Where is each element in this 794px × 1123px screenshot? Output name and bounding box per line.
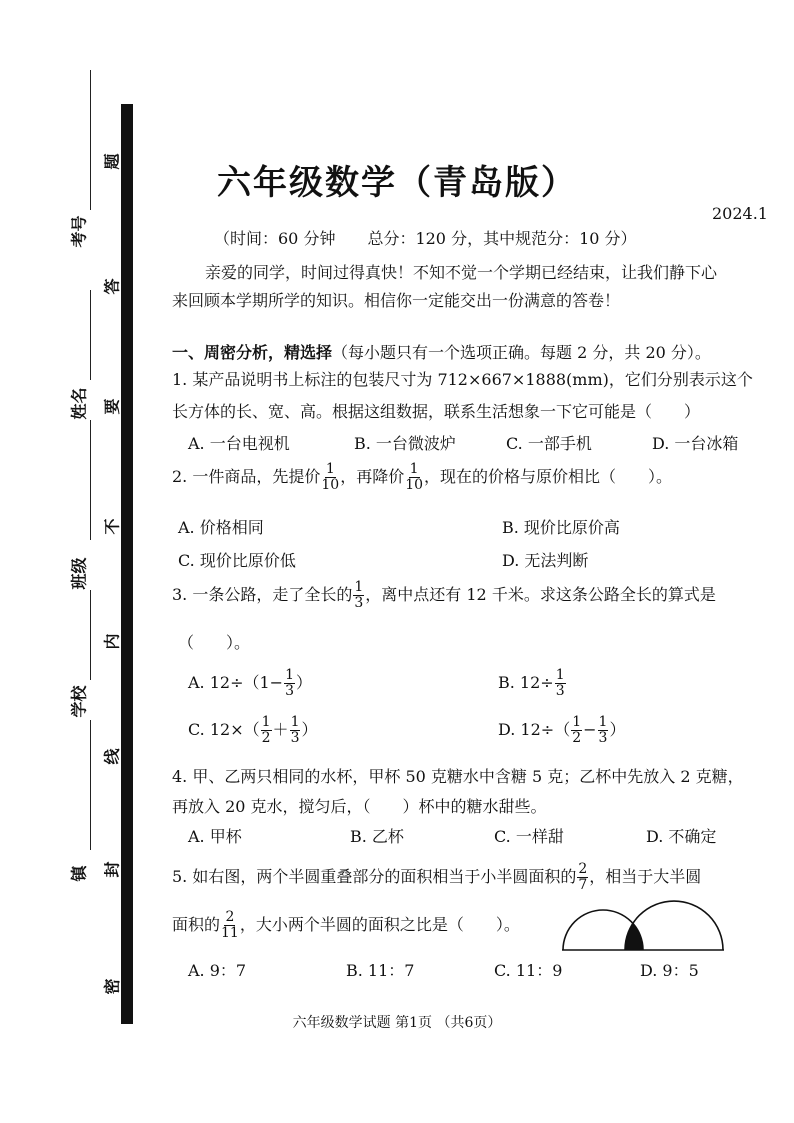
exam-info: （时间：60 分钟 总分：120 分，其中规范分：10 分） xyxy=(214,229,637,248)
fraction-numerator: 1 xyxy=(354,579,364,595)
q1-option-c[interactable]: C. 一部手机 xyxy=(506,434,592,453)
margin-label-exam-number: 考号 xyxy=(69,215,89,248)
margin-line xyxy=(90,590,91,680)
q4-option-c[interactable]: C. 一样甜 xyxy=(494,827,564,846)
margin-line xyxy=(90,720,91,850)
q1-option-d[interactable]: D. 一台冰箱 xyxy=(652,434,739,453)
seal-char: 不 xyxy=(102,518,122,535)
q3-option-d[interactable] xyxy=(498,715,625,746)
q5-text-2: ，相当于大半圆 xyxy=(589,867,702,886)
q3-option-c[interactable] xyxy=(188,715,318,746)
fraction-denominator: 3 xyxy=(555,683,565,699)
fraction-numerator: 1 xyxy=(325,461,335,477)
q3-option-a-text: A. 12÷（1− xyxy=(188,673,284,692)
fraction-numerator: 1 xyxy=(409,461,419,477)
q5-option-d[interactable]: D. 9：5 xyxy=(640,961,699,980)
q3-option-a-fraction xyxy=(284,668,295,699)
section-1-heading xyxy=(172,340,711,363)
page-footer: 六年级数学试题 第1页 （共6页） xyxy=(292,1015,502,1031)
page-title: 六年级数学（青岛版） xyxy=(217,163,577,203)
margin-line xyxy=(90,290,91,380)
q2-stem xyxy=(172,462,672,493)
q1-line-2: 长方体的长、宽、高。根据这组数据，联系生活想象一下它可能是（ ） xyxy=(172,402,701,421)
fraction-numerator: 2 xyxy=(225,909,235,925)
fraction-denominator: 10 xyxy=(405,477,424,493)
fraction-denominator: 3 xyxy=(285,683,295,699)
seal-char: 内 xyxy=(102,633,122,650)
q2-fraction-2 xyxy=(405,462,423,493)
q4-line-1: 4. 甲、乙两只相同的水杯，甲杯 50 克糖水中含糖 5 克；乙杯中先放入 2 克糖， xyxy=(172,767,744,786)
q1-line-1: 1. 某产品说明书上标注的包装尺寸为 712×667×1888(mm)，它们分别表示这个 xyxy=(172,370,753,389)
q4-line-2: 再放入 20 克水，搅匀后，（ ）杯中的糖水甜些。 xyxy=(172,797,547,816)
q2-fraction-1 xyxy=(321,462,339,493)
margin-label-name: 姓名 xyxy=(69,387,89,420)
seal-char: 要 xyxy=(102,398,122,415)
q3-option-d-text: D. 12÷（ xyxy=(498,720,571,739)
seal-char: 题 xyxy=(102,153,122,170)
seal-char: 密 xyxy=(102,978,122,995)
margin-label-class: 班级 xyxy=(69,557,89,590)
q5-option-a[interactable]: A. 9：7 xyxy=(188,961,247,980)
q2-option-c[interactable]: C. 现价比原价低 xyxy=(178,551,296,570)
q5-option-b[interactable]: B. 11：7 xyxy=(346,961,415,980)
fraction-denominator: 10 xyxy=(321,477,340,493)
q4-option-a[interactable]: A. 甲杯 xyxy=(188,827,242,846)
q5-stem-2 xyxy=(172,910,520,941)
margin-label-school: 学校 xyxy=(69,685,89,718)
q5-text-3: 面积的 xyxy=(172,915,221,934)
q2-option-b[interactable]: B. 现价比原价高 xyxy=(502,518,620,537)
fraction-numerator: 1 xyxy=(555,667,565,683)
q3-option-b-text: B. 12÷ xyxy=(498,673,554,692)
fraction-numerator: 1 xyxy=(572,714,582,730)
seal-char: 封 xyxy=(102,861,122,878)
q3-option-c-op: ＋ xyxy=(272,720,289,739)
fraction-denominator: 3 xyxy=(598,730,608,746)
q2-text-1: 2. 一件商品，先提价 xyxy=(172,467,321,486)
intro-line-1: 亲爱的同学，时间过得真快！不知不觉一个学期已经结束，让我们静下心 xyxy=(205,263,718,282)
margin-line xyxy=(90,420,91,540)
fraction-denominator: 11 xyxy=(221,925,239,941)
q3-option-d-op: − xyxy=(583,720,597,739)
q3-line-2: （ ）。 xyxy=(178,633,251,652)
q2-option-a[interactable]: A. 价格相同 xyxy=(178,518,264,537)
fraction-numerator: 1 xyxy=(290,714,300,730)
q3-option-d-fraction-1 xyxy=(571,715,582,746)
q2-text-3: ，现在的价格与原价相比（ ）。 xyxy=(424,467,673,486)
fraction-denominator: 2 xyxy=(261,730,271,746)
exam-date: 2024.1 xyxy=(712,204,768,223)
q3-stem xyxy=(172,580,716,611)
binding-bar xyxy=(121,104,133,1024)
fraction-numerator: 1 xyxy=(261,714,271,730)
fraction-denominator: 7 xyxy=(578,877,588,893)
margin-label-town: 镇 xyxy=(69,865,89,882)
q3-option-c-close: ） xyxy=(301,720,318,739)
q3-option-c-text: C. 12×（ xyxy=(188,720,260,739)
q3-fraction xyxy=(353,580,364,611)
seal-char: 答 xyxy=(102,278,122,295)
q1-option-a[interactable]: A. 一台电视机 xyxy=(188,434,290,453)
q3-option-c-fraction-2 xyxy=(290,715,301,746)
intro-line-2: 来回顾本学期所学的知识。相信你一定能交出一份满意的答卷！ xyxy=(172,291,621,310)
fraction-denominator: 3 xyxy=(354,595,364,611)
q3-option-b-fraction xyxy=(555,668,566,699)
section-1-title: 一、周密分析，精选择 xyxy=(172,343,333,362)
q3-option-d-close: ） xyxy=(609,720,626,739)
fraction-numerator: 1 xyxy=(598,714,608,730)
q3-option-a-close: ） xyxy=(296,673,313,692)
seal-char: 线 xyxy=(102,748,122,765)
q1-option-b[interactable]: B. 一台微波炉 xyxy=(354,434,456,453)
q3-text-2: ，离中点还有 12 千米。求这条公路全长的算式是 xyxy=(365,585,716,604)
q3-option-c-fraction-1 xyxy=(261,715,272,746)
fraction-denominator: 2 xyxy=(572,730,582,746)
q5-text-1: 5. 如右图，两个半圆重叠部分的面积相当于小半圆面积的 xyxy=(172,867,577,886)
q5-option-c[interactable]: C. 11：9 xyxy=(494,961,563,980)
q5-text-4: ，大小两个半圆的面积之比是（ ）。 xyxy=(239,915,520,934)
q3-option-d-fraction-2 xyxy=(598,715,609,746)
semicircles-figure xyxy=(558,888,724,954)
q2-option-d[interactable]: D. 无法判断 xyxy=(502,551,589,570)
q3-option-b[interactable] xyxy=(498,668,567,699)
q3-option-a[interactable] xyxy=(188,668,312,699)
q2-text-2: ，再降价 xyxy=(340,467,405,486)
section-1-note: （每小题只有一个选项正确。每题 2 分，共 20 分）。 xyxy=(332,343,711,362)
fraction-denominator: 3 xyxy=(290,730,300,746)
q3-text-1: 3. 一条公路，走了全长的 xyxy=(172,585,353,604)
q4-option-b[interactable]: B. 乙杯 xyxy=(350,827,404,846)
q5-fraction-2 xyxy=(221,910,239,941)
fraction-numerator: 1 xyxy=(285,667,295,683)
fraction-numerator: 2 xyxy=(578,861,588,877)
q4-option-d[interactable]: D. 不确定 xyxy=(646,827,717,846)
